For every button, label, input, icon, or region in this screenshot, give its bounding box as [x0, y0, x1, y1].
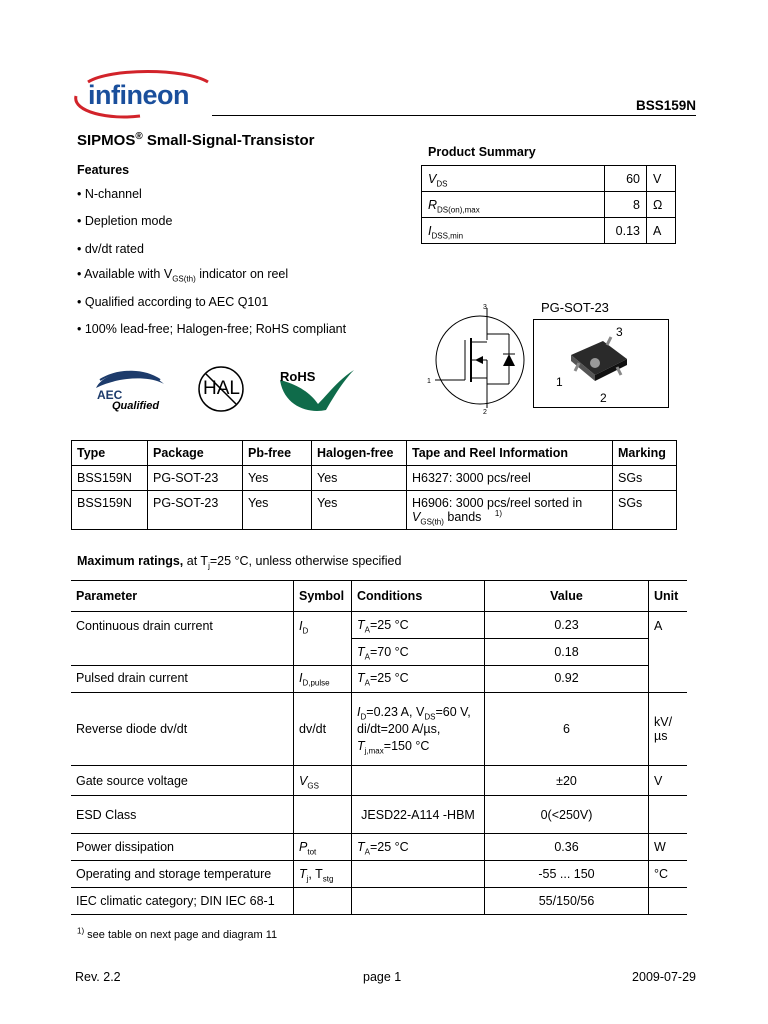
aec-qualified-logo: AEC Qualified	[90, 362, 170, 414]
table-header-row: Parameter Symbol Conditions Value Unit	[71, 581, 687, 612]
footer-page: page 1	[363, 970, 402, 984]
logo-text: infineon	[88, 80, 189, 110]
table-row: Reverse diode dv/dt dv/dt $I_D=0.23$ A, $V_{DS}=60$ V, di/dt=200 A/µs, $T_{j,max}=150$ °C 6 kV/µs	[71, 693, 687, 766]
max-ratings-heading: Maximum ratings, at $T_j=25$ °C, unless otherwise specified	[77, 554, 402, 571]
table-row: Power dissipation $P_{tot}$ $T_A=25$ °C 0.36 W	[71, 834, 687, 861]
max-ratings-table	[71, 580, 687, 915]
package-label: PG-SOT-23	[541, 300, 609, 315]
feature-item: • Qualified according to AEC Q101	[77, 295, 269, 309]
product-summary-heading: Product Summary	[428, 145, 536, 159]
svg-text:3: 3	[483, 304, 487, 311]
footer-date: 2009-07-29	[632, 970, 696, 984]
table-row: $R_{DS(on),max}$ 8 Ω	[422, 192, 676, 218]
features-heading: Features	[77, 163, 130, 177]
svg-text:2: 2	[483, 409, 487, 415]
pin-label-1: 1	[556, 375, 563, 389]
table-row: ESD Class JESD22-A114 -HBM 0(<250V)	[71, 796, 687, 834]
halogen-free-logo: HAL	[197, 365, 245, 413]
footnote: $^{1)}$ see table on next page and diagram 11	[77, 926, 278, 941]
feature-item: • Available with $V_{GS(th)}$ indicator on reel	[77, 267, 289, 284]
product-summary-table	[421, 165, 676, 244]
rohs-logo: RoHS	[278, 366, 356, 414]
header-rule	[212, 115, 696, 116]
pin-label-2: 2	[600, 391, 607, 405]
feature-item: • 100% lead-free; Halogen-free; RoHS compliant	[77, 322, 347, 336]
table-row: Gate source voltage $V_{GS}$ ±20 V	[71, 766, 687, 796]
feature-item: • Depletion mode	[77, 214, 173, 228]
part-number: BSS159N	[635, 98, 696, 113]
table-header-row: Type Package Pb-free Halogen-free Tape and Reel Information Marking	[72, 441, 677, 466]
svg-text:1: 1	[427, 378, 431, 385]
footer-revision: Rev. 2.2	[75, 970, 121, 984]
ordering-table	[71, 440, 677, 530]
table-row: $I_{DSS,min}$ 0.13 A	[422, 218, 676, 244]
feature-item: • dv/dt rated	[77, 242, 144, 256]
mosfet-symbol-icon	[425, 300, 525, 415]
feature-item: • N-channel	[77, 187, 142, 201]
table-row: Operating and storage temperature $T_j$, $T_{stg}$ -55 ... 150 °C	[71, 861, 687, 888]
pin-label-3: 3	[616, 325, 623, 339]
table-row: Continuous drain current $I_D$ $T_A=25$ °C 0.23 A	[71, 612, 687, 639]
table-row: $T_A=70$ °C 0.18	[71, 639, 687, 666]
table-row: BSS159N PG-SOT-23 Yes Yes H6906: 3000 pcs/reel sorted in $V_{GS(th)}$ bands $^{1)}$ SGs	[72, 491, 677, 530]
table-row: BSS159N PG-SOT-23 Yes Yes H6327: 3000 pcs/reel SGs	[72, 466, 677, 491]
table-row: Pulsed drain current $I_{D,pulse}$ $T_A=25$ °C 0.92	[71, 666, 687, 693]
page-title: SIPMOS® Small-Signal-Transistor	[77, 131, 315, 149]
infineon-logo	[70, 70, 215, 120]
table-row: IEC climatic category; DIN IEC 68-1 55/150/56	[71, 888, 687, 915]
table-row: $V_{DS}$ 60 V	[422, 166, 676, 192]
